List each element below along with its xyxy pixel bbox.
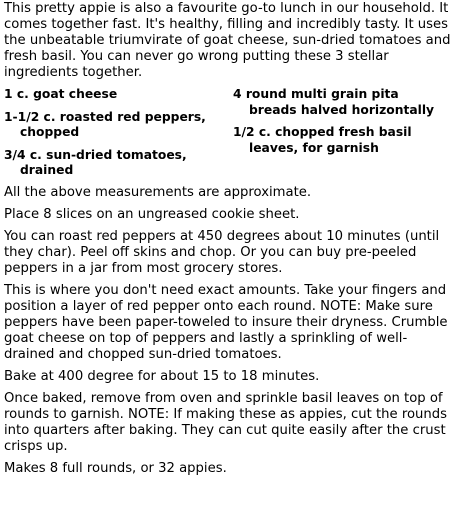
ingredient-text-continued: chopped xyxy=(20,125,80,139)
ingredient-text: 1-1/2 c. roasted red peppers, xyxy=(4,109,206,124)
ingredient-basil-leaves xyxy=(233,125,455,156)
intro-paragraph: This pretty appie is also a favourite go-to lunch in our household. It comes together fast. It's healthy, filling and incredibly tasty. It uses the unbeatable triumvirate of goat cheese, sun-dried tomatoes and fresh basil. You can never go wrong putting these 3 stellar ingredients together. xyxy=(4,1,451,80)
ingredient-sun-dried-tomatoes xyxy=(4,148,226,179)
ingredient-text: 4 round multi grain pita xyxy=(233,87,399,101)
instruction-step: Place 8 slices on an ungreased cookie sheet. xyxy=(4,206,300,222)
instruction-step: You can roast red peppers at 450 degrees about 10 minutes (until they char). Peel off skins and chop. Or you can buy pre-peeled peppers in a jar from most grocery stores. xyxy=(4,228,440,276)
instruction-step: Bake at 400 degree for about 15 to 18 minutes. xyxy=(4,368,320,384)
ingredient-goat-cheese xyxy=(4,87,226,103)
ingredient-text-continued: breads halved horizontally xyxy=(249,102,435,117)
instruction-step: Once baked, remove from oven and sprinkle basil leaves on top of rounds to garnish. NOTE: If making these as appies, cut the rounds into quarters after baking. They can cut quite easily after the crust crisps up. xyxy=(4,390,447,454)
yield-note: Makes 8 full rounds, or 32 appies. xyxy=(4,460,227,476)
ingredient-roasted-red-peppers xyxy=(4,110,226,141)
ingredient-text-continued: drained xyxy=(20,163,74,177)
ingredient-pita-breads xyxy=(233,87,455,118)
ingredient-text: 1 c. goat cheese xyxy=(4,87,118,101)
ingredients-right-column xyxy=(233,87,455,179)
ingredient-text-continued: leaves, for garnish xyxy=(249,140,379,155)
ingredients-list xyxy=(4,87,455,179)
instruction-step: This is where you don't need exact amounts. Take your fingers and position a layer of red pepper onto each round. NOTE: Make sure peppers have been paper-toweled to insure their dryness. Crumble goat cheese on top of peppers and lastly a sprinkling of well-drained and chopped sun-dried tomatoes. xyxy=(4,282,448,362)
ingredients-left-column xyxy=(4,87,226,179)
measurements-note: All the above measurements are approximate. xyxy=(4,184,312,200)
ingredient-text: 1/2 c. chopped fresh basil xyxy=(233,125,412,139)
ingredient-text: 3/4 c. sun-dried tomatoes, xyxy=(4,147,187,162)
